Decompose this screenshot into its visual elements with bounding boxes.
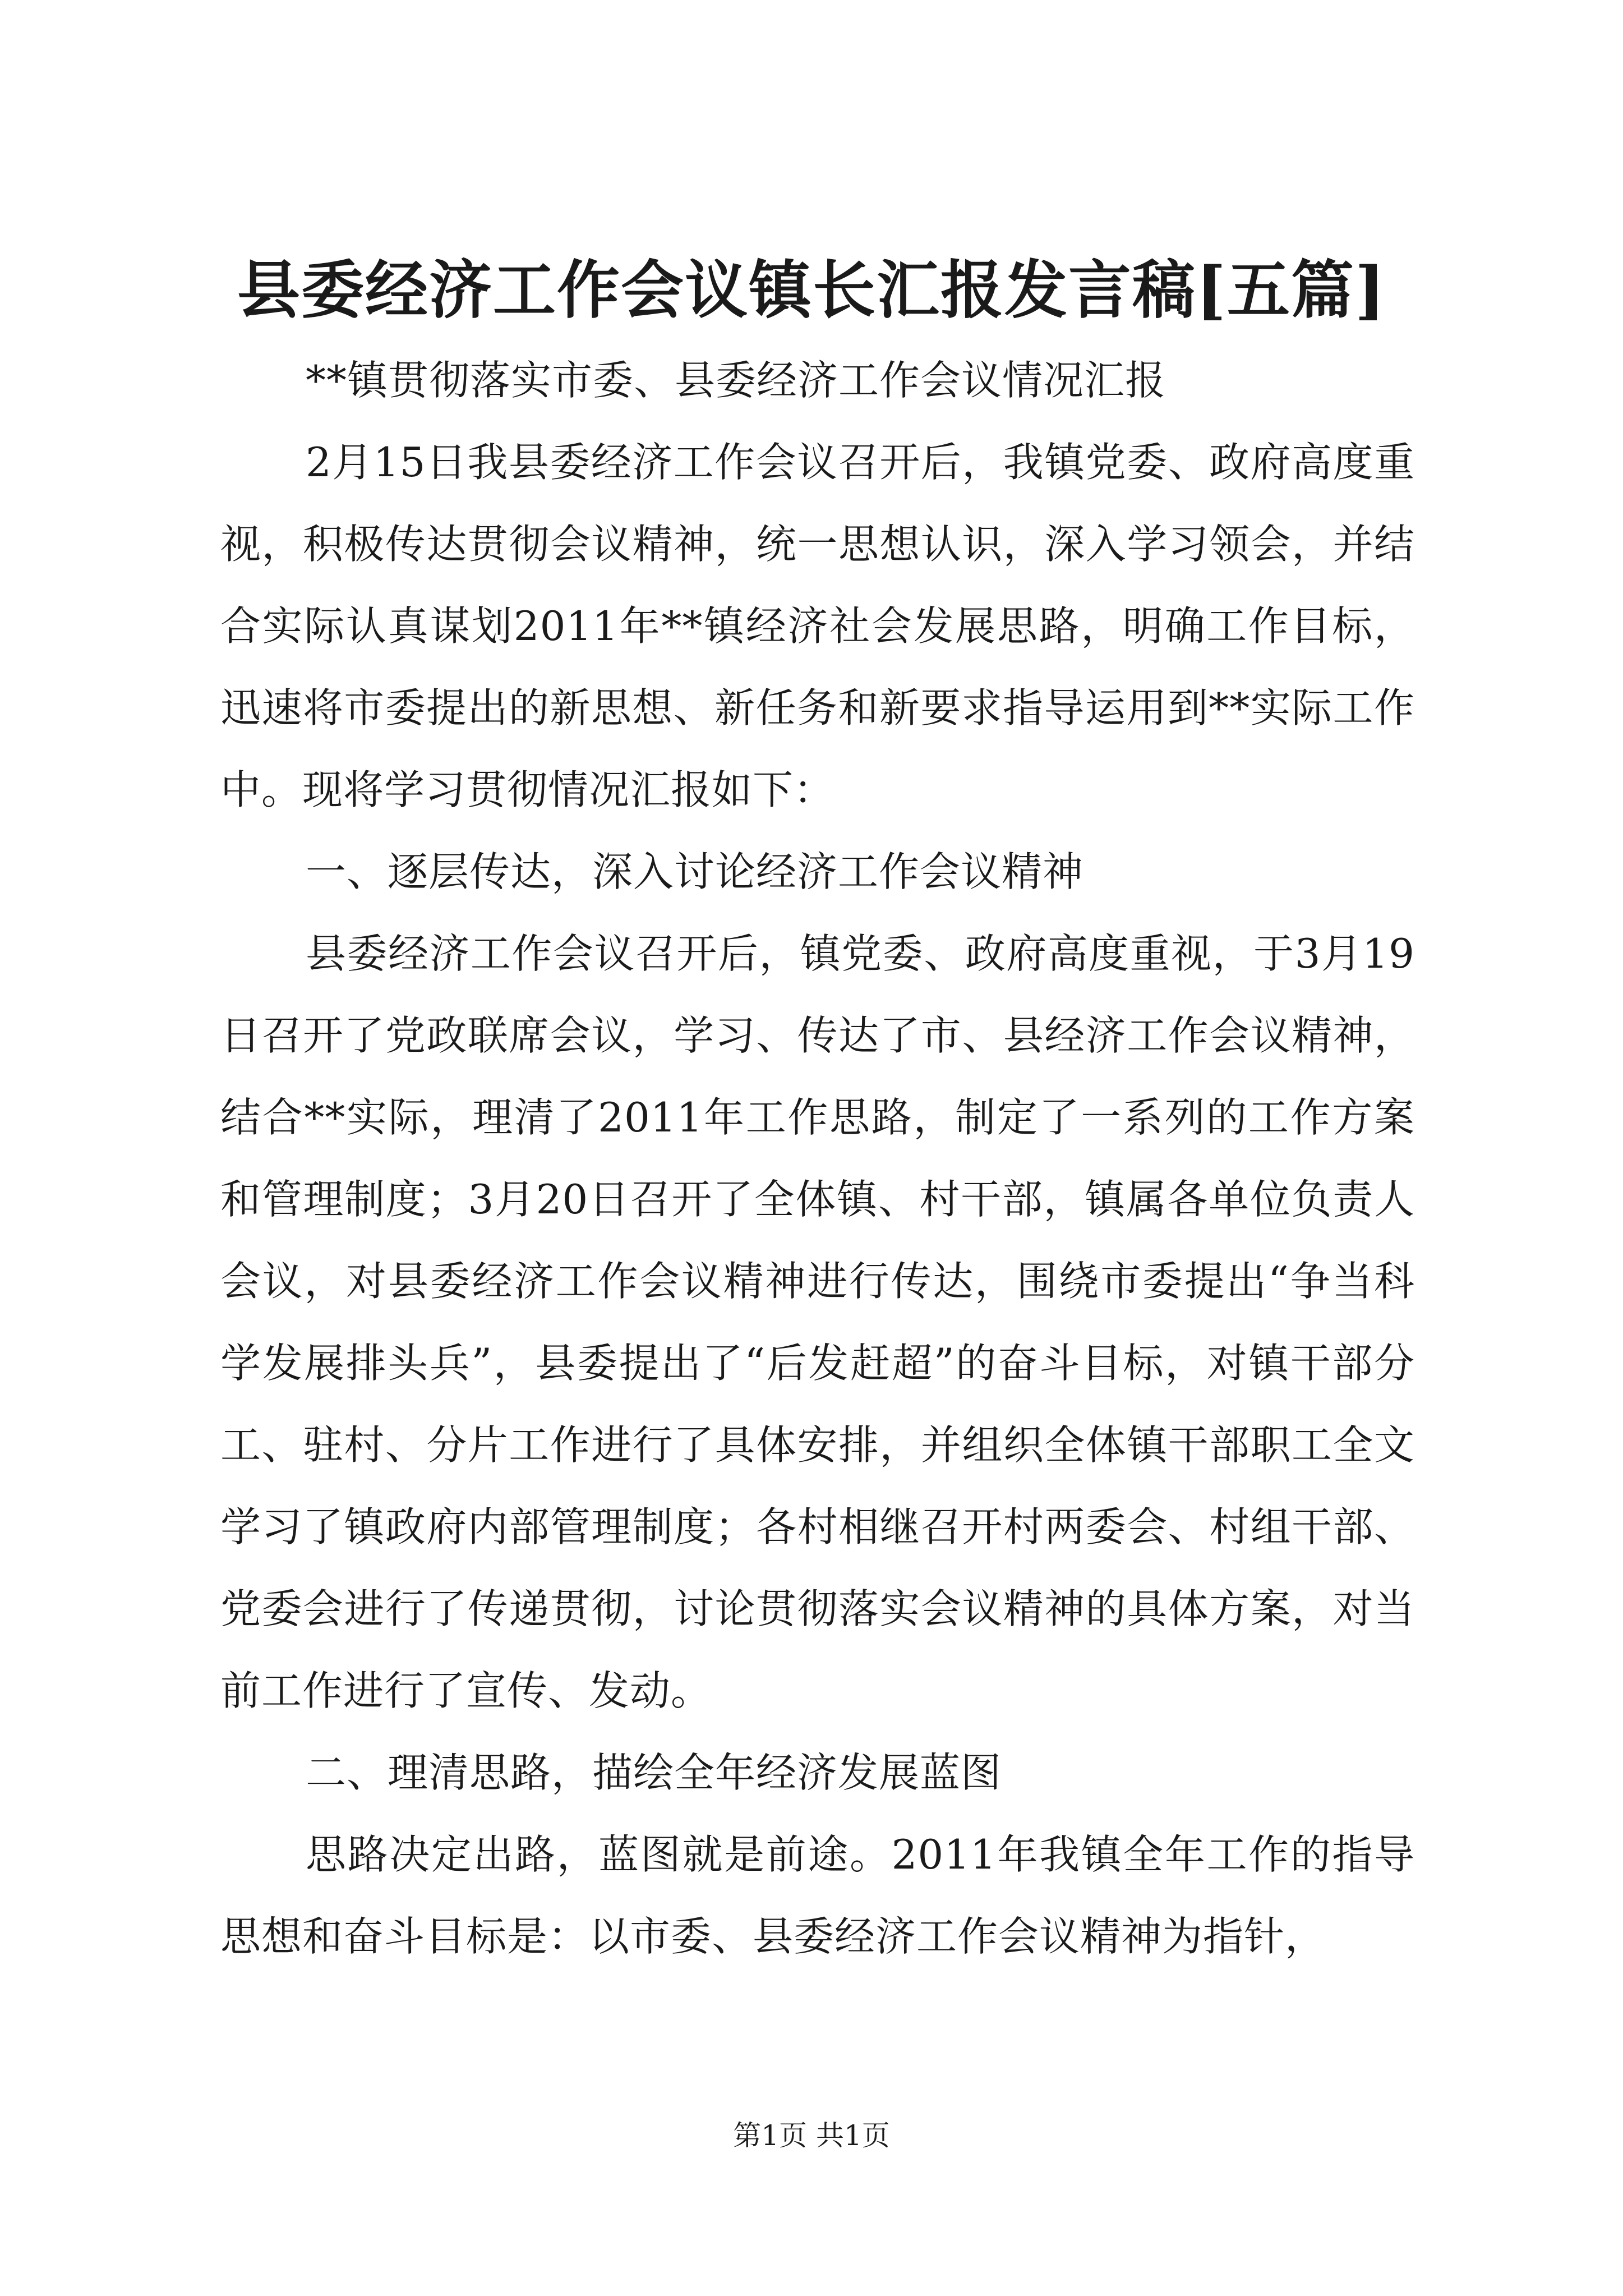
- paragraph-section-1: 县委经济工作会议召开后，镇党委、政府高度重视，于3月19日召开了党政联席会议，学习、传达了市、县经济工作会议精神，结合**实际，理清了2011年工作思路，制定了一系列的工作方案和管理制度；3月20日召开了全体镇、村干部，镇属各单位负责人会议，对县委经济工作会议精神进行传达，围绕市委提出“争当科学发展排头兵”，县委提出了“后发赶超”的奋斗目标，对镇干部分工、驻村、分片工作进行了具体安排，并组织全体镇干部职工全文学习了镇政府内部管理制度；各村相继召开村两委会、村组干部、党委会进行了传递贯彻，讨论贯彻落实会议精神的具体方案，对当前工作进行了宣传、发动。: [220, 930, 1415, 1714]
- paragraph-section-2: 思路决定出路，蓝图就是前途。2011年我镇全年工作的指导思想和奋斗目标是：以市委、县委经济工作会议精神为指针，: [220, 1831, 1415, 1960]
- document-body: [220, 339, 1415, 1977]
- document-title: 县委经济工作会议镇长汇报发言稿[五篇]: [237, 254, 1386, 327]
- section-heading-2: 二、理清思路，描绘全年经济发展蓝图: [306, 1749, 1002, 1796]
- paragraph-intro: 2月15日我县委经济工作会议召开后，我镇党委、政府高度重视，积极传达贯彻会议精神，统一思想认识，深入学习领会，并结合实际认真谋划2011年**镇经济社会发展思路，明确工作目标，迅速将市委提出的新思想、新任务和新要求指导运用到**实际工作中。现将学习贯彻情况汇报如下：: [220, 439, 1415, 813]
- section-heading-1: 一、逐层传达，深入讨论经济工作会议精神: [306, 848, 1084, 895]
- page-footer: 第1页 共1页: [733, 2119, 890, 2152]
- paragraph-subtitle: **镇贯彻落实市委、县委经济工作会议情况汇报: [306, 357, 1166, 404]
